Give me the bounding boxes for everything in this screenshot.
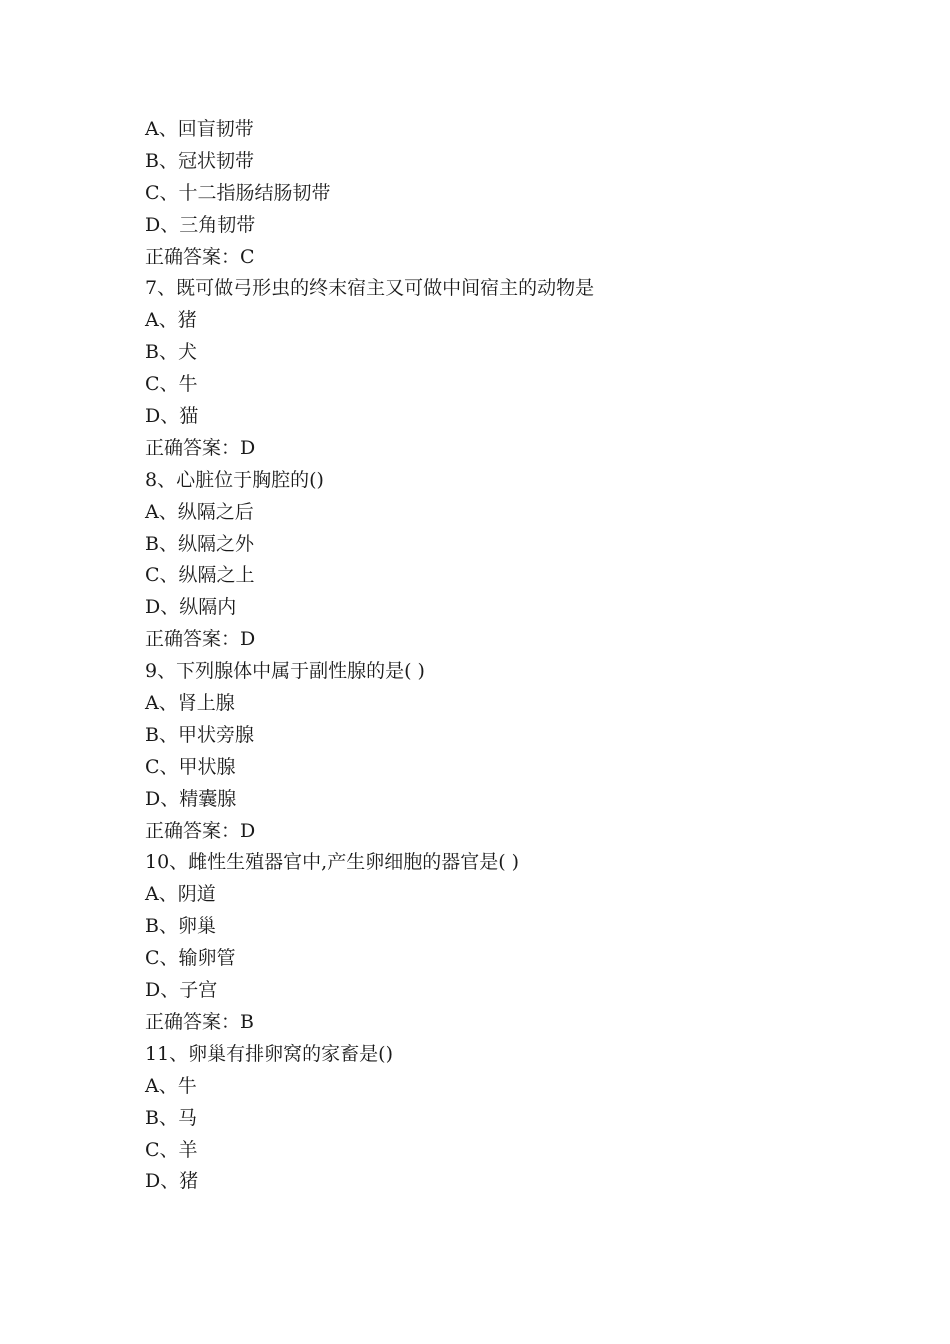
question-9: 9、下列腺体中属于副性腺的是( ): [145, 660, 425, 683]
option-a-line: A、纵隔之后: [145, 500, 254, 523]
option-c-line: C、输卵管: [145, 947, 236, 970]
option-d-line: D、猫: [145, 405, 199, 428]
option-a-line: A、肾上腺: [145, 692, 235, 715]
answer-line: 正确答案：D: [145, 436, 256, 459]
option-d-line: D、子宫: [145, 979, 218, 1002]
option-b-line: B、卵巢: [145, 915, 216, 938]
option-a-line: A、猪: [145, 309, 197, 332]
option-d-line: D、三角韧带: [145, 213, 256, 236]
answer-line: 正确答案：C: [145, 245, 255, 268]
option-d-line: D、精囊腺: [145, 787, 237, 810]
question-list: [145, 114, 845, 1198]
answer-line: 正确答案：B: [145, 1010, 254, 1033]
option-c-line: C、十二指肠结肠韧带: [145, 181, 331, 204]
option-b-line: B、纵隔之外: [145, 532, 254, 555]
option-c-line: C、牛: [145, 373, 198, 396]
option-b-line: B、犬: [145, 341, 197, 364]
option-b-line: B、马: [145, 1106, 197, 1129]
answer-line: 正确答案：D: [145, 819, 256, 842]
question-10: 10、雌性生殖器官中,产生卵细胞的器官是( ): [145, 851, 520, 874]
option-d-line: D、纵隔内: [145, 596, 237, 619]
question-11: 11、卵巢有排卵窝的家畜是(): [145, 1042, 394, 1065]
option-d-line: D、猪: [145, 1170, 199, 1193]
option-c-line: C、甲状腺: [145, 755, 236, 778]
option-a-line: A、回盲韧带: [145, 118, 254, 140]
question-8: 8、心脏位于胸腔的(): [145, 468, 324, 491]
option-c-line: C、羊: [145, 1138, 198, 1161]
option-b-line: B、甲状旁腺: [145, 723, 254, 746]
option-c-line: C、纵隔之上: [145, 564, 255, 587]
option-a-line: A、阴道: [145, 883, 216, 906]
option-b-line: B、冠状韧带: [145, 149, 254, 172]
question-7: 7、既可做弓形虫的终末宿主又可做中间宿主的动物是: [145, 277, 595, 300]
option-a-line: A、牛: [145, 1074, 197, 1097]
answer-line: 正确答案：D: [145, 628, 256, 651]
